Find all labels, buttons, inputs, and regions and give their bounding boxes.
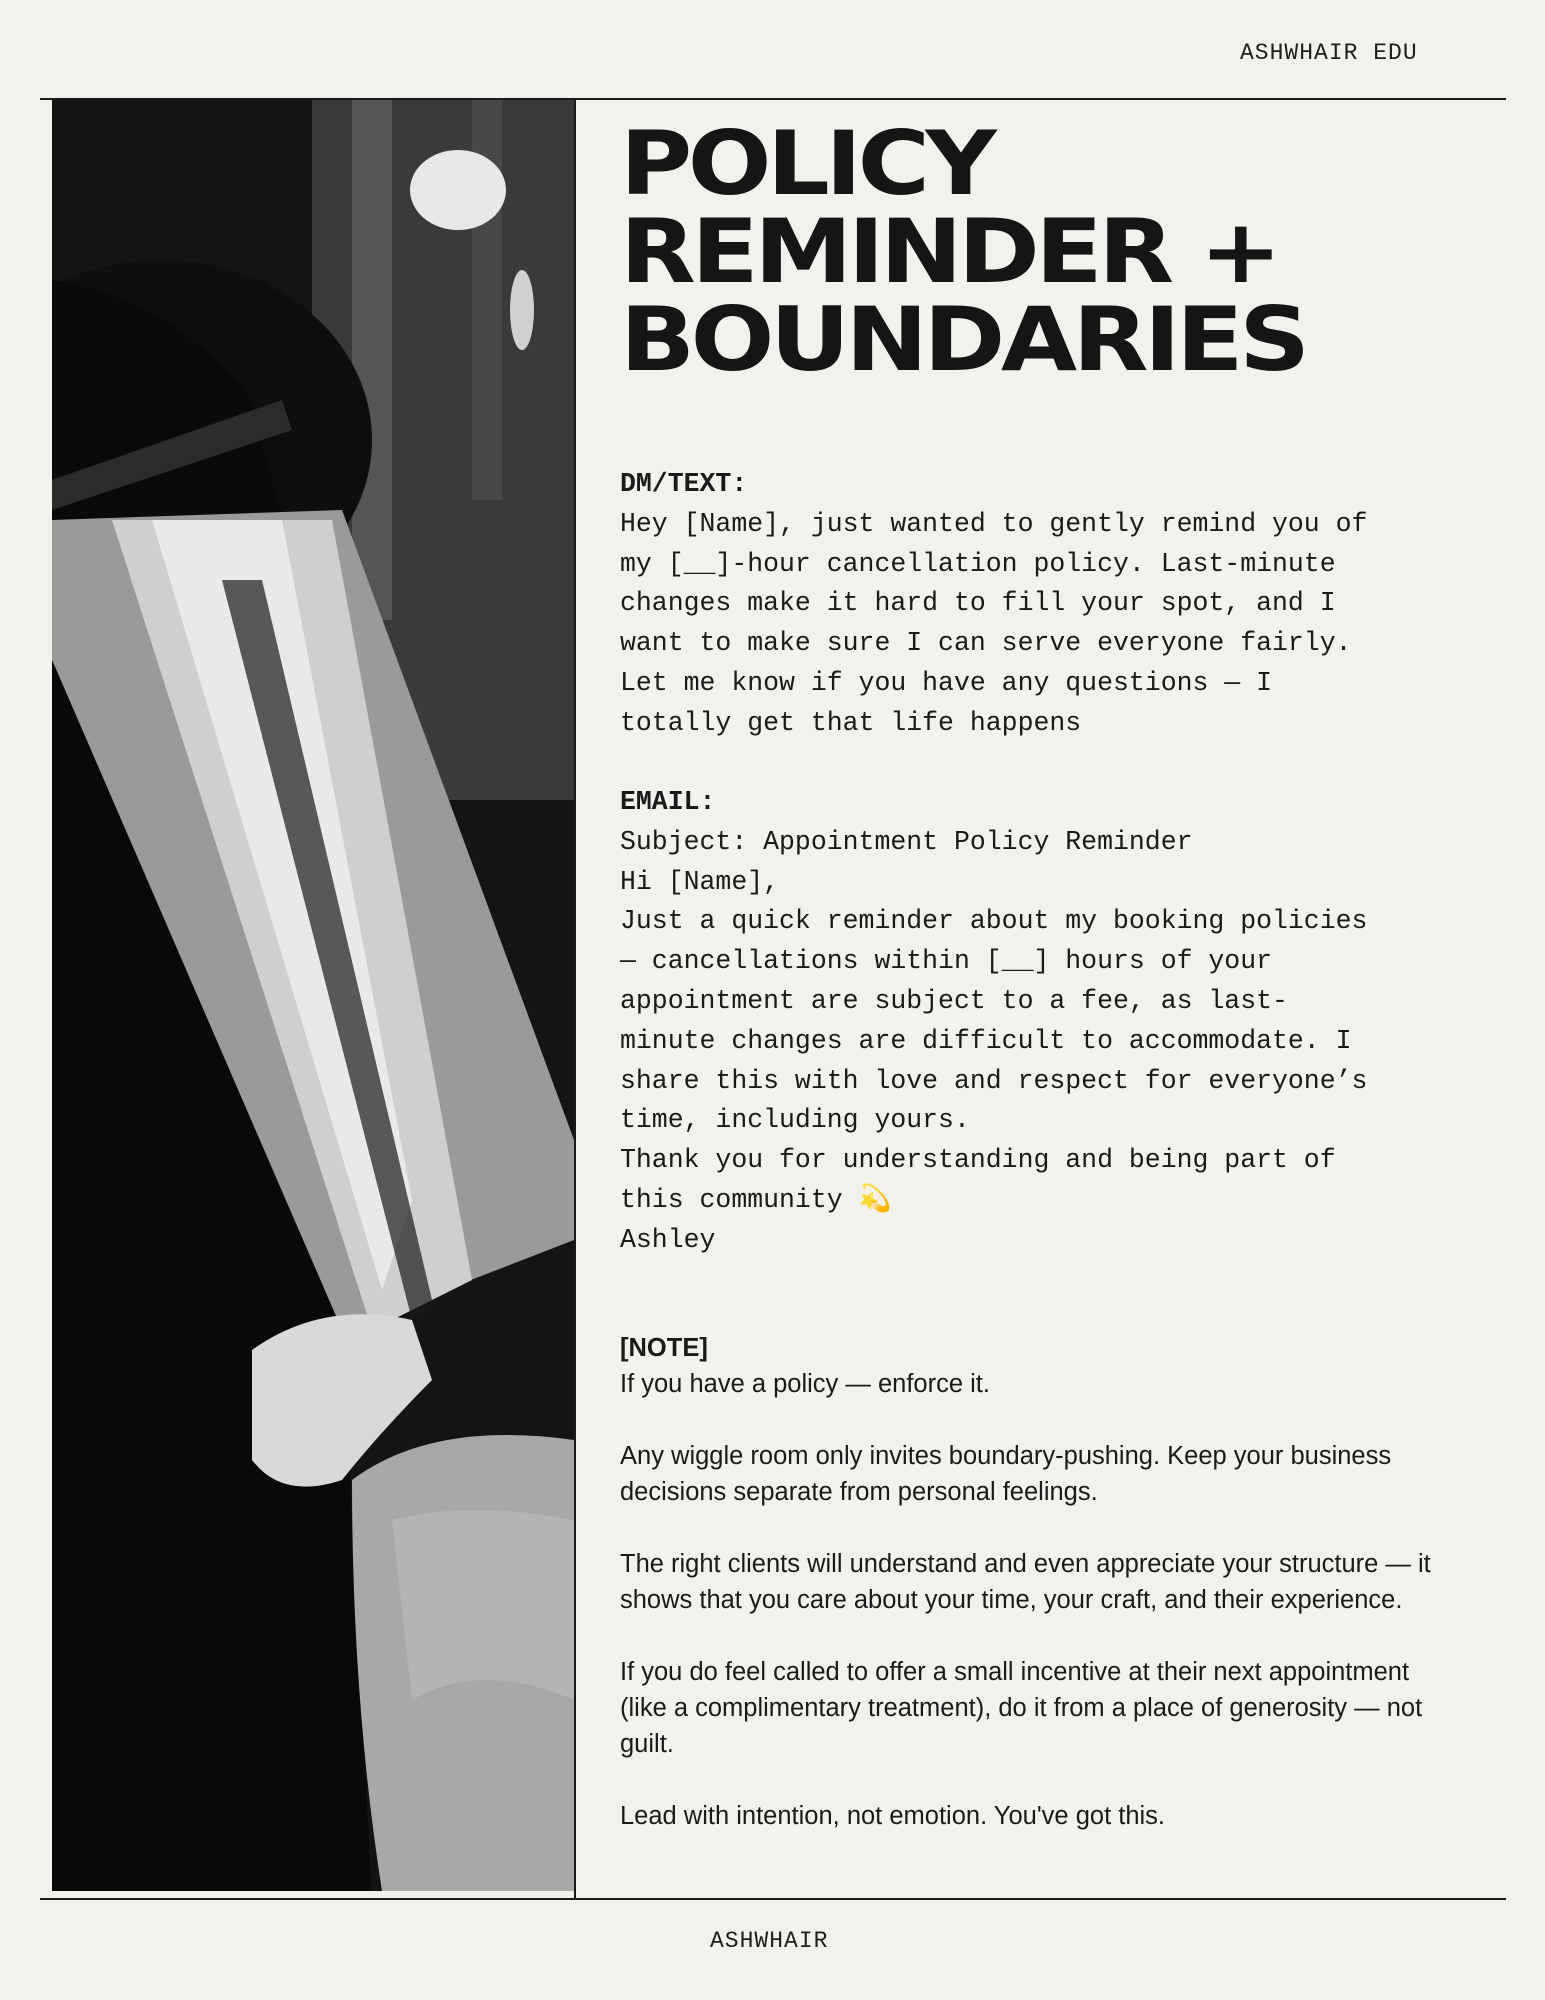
email-line: — cancellations within [__] hours of your <box>620 946 1273 977</box>
email-line: share this with love and respect for everyone’s <box>620 1065 1368 1096</box>
email-line: time, including yours. <box>620 1105 970 1136</box>
note-section <box>620 1330 1440 1870</box>
email-label: EMAIL: <box>620 787 716 817</box>
title-line: REMINDER + <box>620 200 1278 303</box>
email-line: appointment are subject to a fee, as last- <box>620 985 1288 1016</box>
email-line: Ashley <box>620 1224 716 1255</box>
dm-line: changes make it hard to fill your spot, and I <box>620 588 1336 619</box>
vertical-divider <box>574 100 576 1898</box>
email-line: this community 💫 <box>620 1184 892 1215</box>
note-paragraph: The right clients will understand and even appreciate your structure — it shows that you care about your time, your craft, and their experience. <box>620 1550 1431 1614</box>
hair-foil-photo <box>52 100 574 1891</box>
note-paragraph: Lead with intention, not emotion. You've got this. <box>620 1802 1166 1830</box>
email-line: Subject: Appointment Policy Reminder <box>620 826 1193 857</box>
content-column <box>620 112 1440 1830</box>
page-title <box>620 112 1538 391</box>
bottom-rule <box>40 1898 1506 1900</box>
footer-brand: ASHWHAIR <box>710 1928 829 1954</box>
email-line: Just a quick reminder about my booking policies <box>620 906 1368 937</box>
dm-label: DM/TEXT: <box>620 469 748 499</box>
email-line: Thank you for understanding and being part of <box>620 1145 1336 1176</box>
header-brand: ASHWHAIR EDU <box>1240 40 1418 66</box>
dm-line: totally get that life happens <box>620 707 1082 738</box>
note-paragraph: If you have a policy — enforce it. <box>620 1370 990 1398</box>
dm-line: my [__]-hour cancellation policy. Last-minute <box>620 548 1336 579</box>
email-line: Hi [Name], <box>620 866 780 897</box>
title-line: POLICY <box>620 112 993 215</box>
dm-line: Let me know if you have any questions — I <box>620 667 1273 698</box>
note-paragraph: If you do feel called to offer a small incentive at their next appointment (like a complimentary treatment), do it from a place of generosity — not guilt. <box>620 1658 1423 1758</box>
note-label: [NOTE] <box>620 1334 708 1362</box>
email-section <box>620 783 1440 1261</box>
dm-section <box>620 465 1440 744</box>
dm-line: Hey [Name], just wanted to gently remind you of <box>620 508 1368 539</box>
title-line: BOUNDARIES <box>620 288 1306 391</box>
email-line: minute changes are difficult to accommodate. I <box>620 1025 1352 1056</box>
note-paragraph: Any wiggle room only invites boundary-pushing. Keep your business decisions separate from personal feelings. <box>620 1442 1392 1506</box>
dm-line: want to make sure I can serve everyone fairly. <box>620 628 1352 659</box>
